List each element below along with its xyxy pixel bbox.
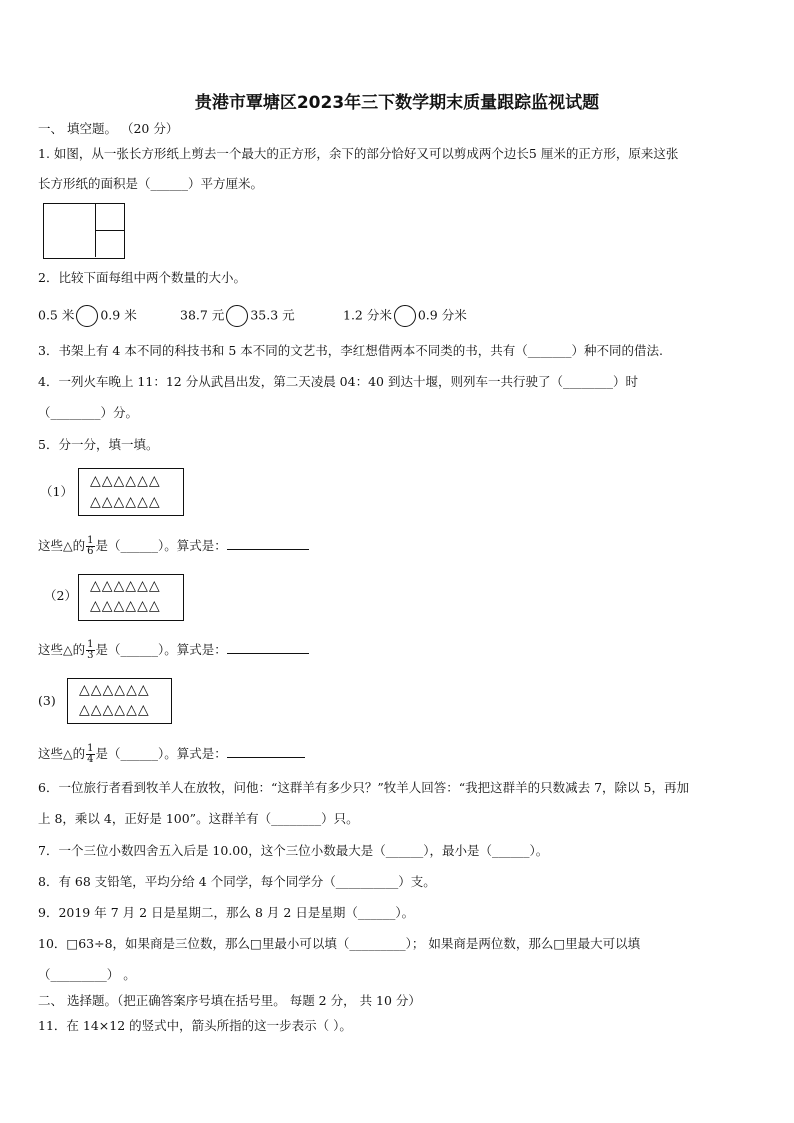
triangle-row: △△△△△△ [90,473,161,489]
q5-part3-prefix: 这些△的 [38,746,86,761]
triangle-row: △△△△△△ [90,598,161,614]
section-1-heading: 一、 填空题。 （20 分） [38,121,179,136]
q2-c-left: 1.2 分米 [343,307,392,323]
q2-b-right: 35.3 元 [250,307,295,323]
q7-text: 7．一个三位小数四舍五入后是 10.00，这个三位小数最大是（______），最小是（______）。 [38,843,549,858]
page-title: 贵港市覃塘区2023年三下数学期末质量跟踪监视试题 [194,93,600,113]
compare-circle-a[interactable] [76,305,98,327]
q8-text: 8．有 68 支铅笔，平均分给 4 个同学，每个同学分（__________）支。 [38,874,436,889]
fraction-numerator: 1 [87,743,94,754]
q5-part2-suffix: 是（______）。算式是： [95,642,227,657]
q5-part1-label: （1） [40,484,73,499]
q1-line1: 1. 如图，从一张长方形纸上剪去一个最大的正方形，余下的部分恰好又可以剪成两个边长5 厘米的正方形，原来这张 [38,146,679,161]
q4-line2: （________）分。 [38,405,139,420]
rectangle-outline [43,203,125,259]
q5-part1-suffix: 是（______）。算式是： [95,538,227,553]
q5-part3-label: (3) [38,693,56,708]
q5-text: 5．分一分，填一填。 [38,437,159,452]
q2-text: 2．比较下面每组中两个数量的大小。 [38,270,246,285]
q5-part2-prefix: 这些△的 [38,642,86,657]
triangle-row: △△△△△△ [79,702,150,718]
fraction-denominator: 6 [87,546,94,557]
fraction-numerator: 1 [87,535,94,546]
fraction-denominator: 4 [87,754,94,765]
q10-line1: 10．□63÷8，如果商是三位数，那么□里最小可以填（_________）； 如果商是两位数，那么□里最大可以填 [38,936,641,951]
q2-c-right: 0.9 分米 [417,307,467,323]
q5-part2-question [38,640,309,661]
fraction-denominator: 3 [87,650,94,661]
q3-text: 3．书架上有 4 本不同的科技书和 5 本不同的文艺书，李红想借两本不同类的书，共有（_______）种不同的借法. [38,343,663,358]
fraction-one-sixth [86,536,94,557]
q11-text: 11．在 14×12 的竖式中，箭头所指的这一步表示（ ）。 [38,1018,352,1033]
triangle-row: △△△△△△ [90,494,161,510]
section-2-heading: 二、 选择题。（把正确答案序号填在括号里。 每题 2 分， 共 10 分） [38,993,421,1008]
q5-part1-prefix: 这些△的 [38,538,86,553]
q5-part3-question [38,744,305,765]
q6-line1: 6．一位旅行者看到牧羊人在放牧，问他：“这群羊有多少只？”牧羊人回答：“我把这群羊的只数减去 7，除以 5，再加 [38,780,689,795]
fraction-one-quarter [86,744,94,765]
fraction-one-third [86,640,94,661]
q5-part1-question [38,536,309,557]
small-square-divider [95,230,124,231]
q10-line2: （_________） 。 [38,967,136,982]
q5-part2-label: （2） [44,588,77,603]
q2-a-left: 0.5 米 [38,307,75,323]
compare-circle-b[interactable] [226,305,248,327]
q9-text: 9．2019 年 7 月 2 日是星期二，那么 8 月 2 日是星期（______）。 [38,905,415,920]
q6-line2: 上 8，乘以 4，正好是 100”。这群羊有（________）只。 [38,811,359,826]
fraction-numerator: 1 [87,639,94,650]
q2-b-left: 38.7 元 [180,307,225,323]
triangle-row: △△△△△△ [79,682,150,698]
answer-blank[interactable] [227,745,305,758]
answer-blank[interactable] [227,641,309,654]
q4-line1: 4．一列火车晚上 11：12 分从武昌出发，第二天凌晨 04：40 到达十堰，则列车一共行驶了（________）时 [38,374,638,389]
triangle-row: △△△△△△ [90,578,161,594]
q2-compare-b [180,305,295,327]
q1-line2: 长方形纸的面积是（______）平方厘米。 [38,176,264,191]
q5-part3-suffix: 是（______）。算式是： [95,746,227,761]
compare-circle-c[interactable] [394,305,416,327]
q2-compare-a [38,305,137,327]
answer-blank[interactable] [227,537,309,550]
q2-compare-c [343,305,467,327]
q2-a-right: 0.9 米 [100,307,137,323]
